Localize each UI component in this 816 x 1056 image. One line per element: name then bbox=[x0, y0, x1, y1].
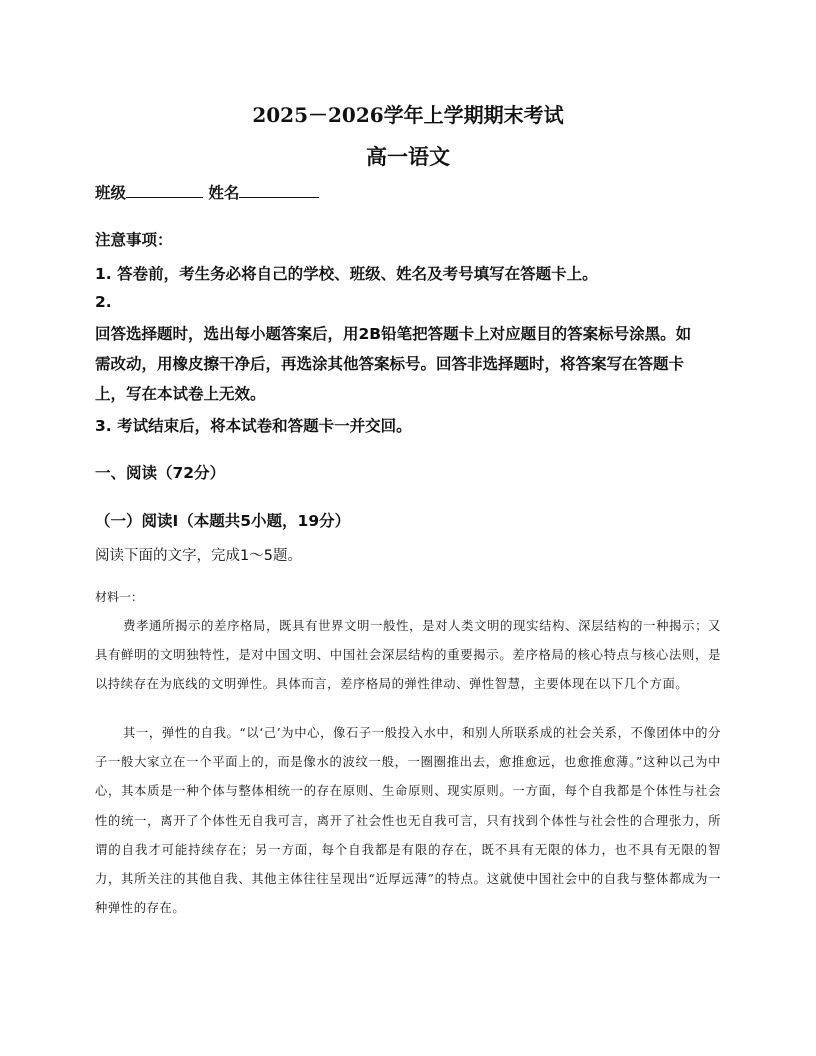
material-paragraph-1 bbox=[95, 612, 721, 700]
notice-item-2-line-1: 回答选择题时，选出每小题答案后，用2B铅笔把答题卡上对应题目的答案标号涂黑。如 bbox=[95, 325, 692, 343]
exam-title: 2025－2026学年上学期期末考试 bbox=[252, 103, 564, 127]
reading-instruction: 阅读下面的文字，完成1～5题。 bbox=[95, 548, 302, 564]
notice-item-2-line-2: 需改动，用橡皮擦干净后，再选涂其他答案标号。回答非选择题时，将答案写在答题卡 bbox=[95, 355, 685, 373]
subsection-heading: （一）阅读Ⅰ（本题共5小题，19分） bbox=[95, 512, 351, 530]
name-blank[interactable] bbox=[239, 183, 319, 198]
class-blank[interactable] bbox=[126, 183, 203, 198]
notice-item-3: 3. 考试结束后，将本试卷和答题卡一并交回。 bbox=[95, 417, 412, 435]
section-heading: 一、阅读（72分） bbox=[95, 464, 226, 482]
notice-heading: 注意事项： bbox=[95, 231, 173, 249]
paragraph-text: 其一，弹性的自我。“以‘己’为中心，像石子一般投入水中，和别人所联系成的社会关系，不像团体中的分子一般大家立在一个平面上的，而是像水的波纹一般，一圈圈推出去，愈推愈远，也愈推愈薄。”这种以己为中心，其本质是一种个体与整体相统一的存在原则、生命原则、现实原则。一方面，每个自我都是个体性与社会性的统一，离开了个体性无自我可言，离开了社会性也无自我可言，只有找到个体性与社会性的合理张力，所谓的自我才可能持续存在；另一方面，每个自我都是有限的存在，既不具有无限的体力，也不具有无限的智力，其所关注的其他自我、其他主体往往呈现出“近厚远薄”的特点。这就使中国社会中的自我与整体都成为一种弹性的存在。 bbox=[95, 726, 721, 916]
name-label: 姓名 bbox=[208, 184, 240, 202]
exam-subject: 高一语文 bbox=[366, 144, 450, 169]
material-label: 材料一： bbox=[95, 590, 144, 604]
notice-item-2-line-3: 上，写在本试卷上无效。 bbox=[95, 385, 266, 403]
class-label: 班级 bbox=[95, 184, 127, 202]
notice-item-1: 1. 答卷前，考生务必将自己的学校、班级、姓名及考号填写在答题卡上。 bbox=[95, 265, 598, 283]
paragraph-text: 费孝通所揭示的差序格局，既具有世界文明一般性，是对人类文明的现实结构、深层结构的一种揭示；又具有鲜明的文明独特性，是对中国文明、中国社会深层结构的重要揭示。差序格局的核心特点与核心法则，是以持续存在为底线的文明弹性。具体而言，差序格局的弹性律动、弹性智慧，主要体现在以下几个方面。 bbox=[95, 619, 721, 692]
material-paragraph-2 bbox=[95, 719, 721, 923]
student-info-line bbox=[95, 181, 735, 203]
notice-item-2-number: 2. bbox=[95, 293, 112, 311]
